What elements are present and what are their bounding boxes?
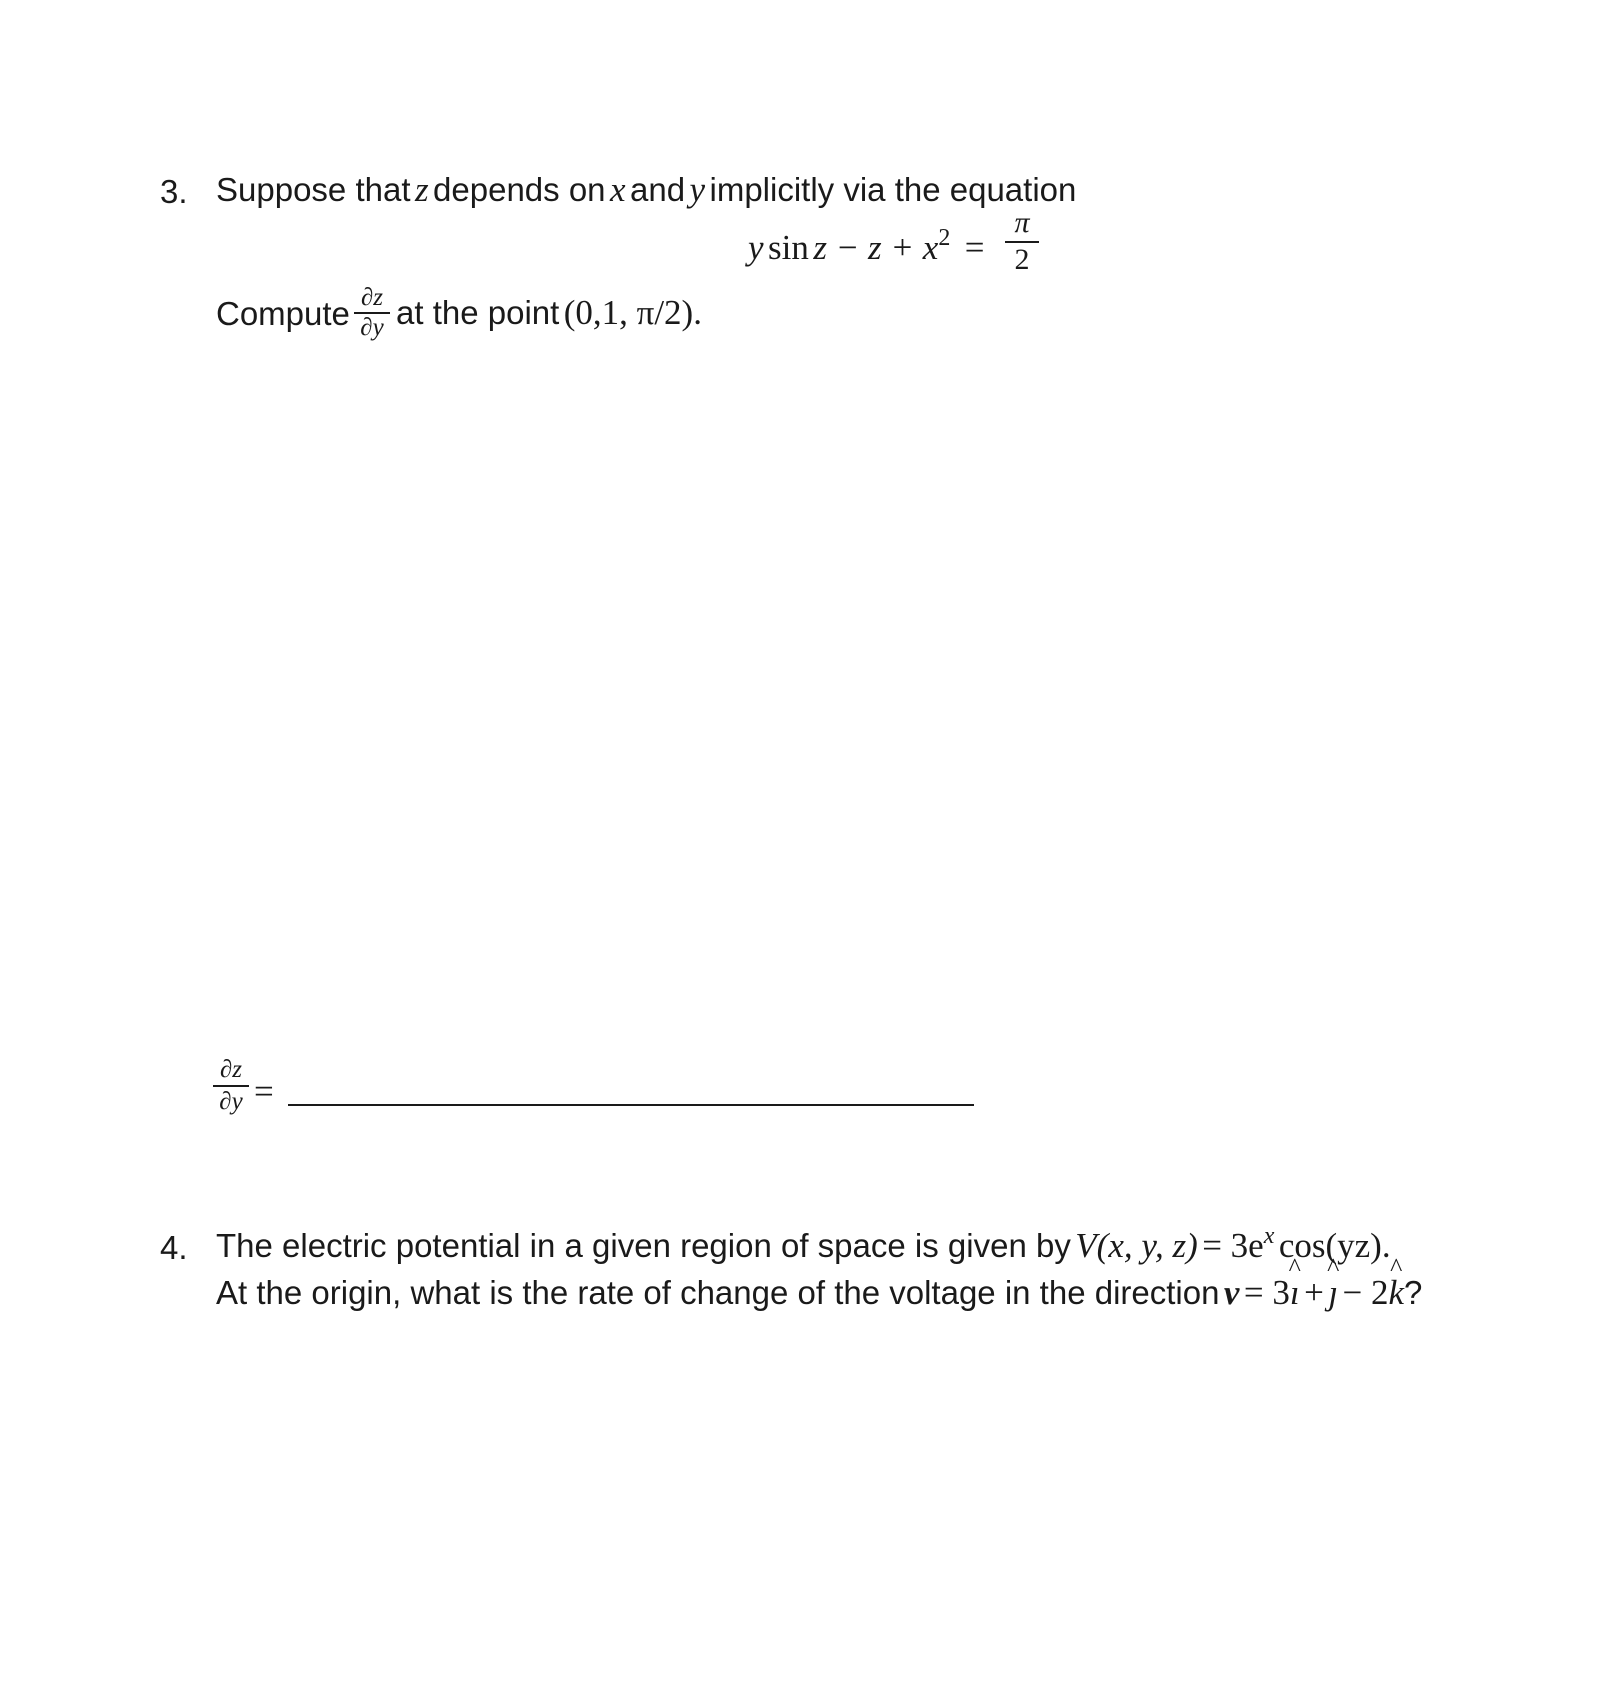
q3-var-x: x bbox=[609, 170, 626, 209]
q3-point: (0,1, π/2). bbox=[563, 293, 702, 332]
q3-derivative-fraction bbox=[354, 285, 390, 340]
q3-eq-rhs-fraction bbox=[1005, 208, 1039, 275]
q4-dir-eq: = 3 bbox=[1243, 1273, 1290, 1312]
q4-line1-text: The electric potential in a given region of space is given by bbox=[216, 1227, 1071, 1264]
q3-equation bbox=[748, 225, 985, 268]
q4-number: 4. bbox=[160, 1229, 188, 1266]
q3-intro-part3: and bbox=[629, 171, 686, 208]
q4-v-exp: x bbox=[1263, 1223, 1275, 1249]
q3-answer-den: ∂y bbox=[219, 1088, 243, 1115]
q3-answer-num: ∂z bbox=[219, 1056, 243, 1083]
q3-compute-label: Compute bbox=[216, 295, 350, 332]
q4-dir-k: k ^ bbox=[1389, 1273, 1405, 1313]
q4-v-func: V(x, y, z) bbox=[1075, 1226, 1198, 1265]
q3-intro-part1: Suppose that bbox=[216, 171, 411, 208]
q4-dir-question: ? bbox=[1404, 1274, 1423, 1311]
q3-eq-rhs-den: 2 bbox=[1014, 243, 1030, 276]
q4-v-cos: cos(yz). bbox=[1278, 1226, 1391, 1265]
q3-number: 3. bbox=[160, 173, 188, 210]
q4-line2-text: At the origin, what is the rate of change of the voltage in the direction bbox=[216, 1274, 1220, 1311]
q3-eq-rhs-num: π bbox=[1014, 206, 1030, 239]
q3-eq-sin: sin bbox=[768, 228, 809, 267]
q3-deriv-num: ∂z bbox=[360, 284, 384, 311]
q4-dir-var: v bbox=[1223, 1273, 1240, 1312]
q4-dir-plus: + bbox=[1304, 1273, 1324, 1312]
q3-answer-equals: = bbox=[254, 1072, 274, 1111]
q3-answer-fraction bbox=[213, 1057, 249, 1114]
q3-answer-blank[interactable] bbox=[288, 1104, 974, 1106]
q3-var-y: y bbox=[689, 170, 706, 209]
q4-line2 bbox=[216, 1273, 1422, 1313]
q3-var-z: z bbox=[414, 170, 429, 209]
q3-intro-part2: depends on bbox=[433, 171, 606, 208]
q3-eq-rest: z − z + x bbox=[813, 228, 939, 267]
q3-intro bbox=[216, 170, 1076, 210]
q3-eq-exponent: 2 bbox=[938, 225, 951, 251]
q4-line1 bbox=[216, 1223, 1391, 1266]
q4-dir-minus: − 2 bbox=[1342, 1273, 1389, 1312]
q4-dir-i: ı ^ bbox=[1290, 1273, 1300, 1313]
q3-at-point bbox=[396, 293, 702, 333]
q3-at-point-text: at the point bbox=[396, 294, 560, 331]
q3-eq-equals: = bbox=[964, 228, 985, 267]
q3-answer-bar bbox=[213, 1085, 249, 1087]
q3-eq-y: y bbox=[748, 228, 764, 267]
q4-v-eq: = 3e bbox=[1202, 1226, 1264, 1265]
q3-deriv-den: ∂y bbox=[360, 314, 384, 341]
q3-intro-part4: implicitly via the equation bbox=[709, 171, 1077, 208]
q4-dir-j: ȷ ^ bbox=[1328, 1273, 1338, 1313]
